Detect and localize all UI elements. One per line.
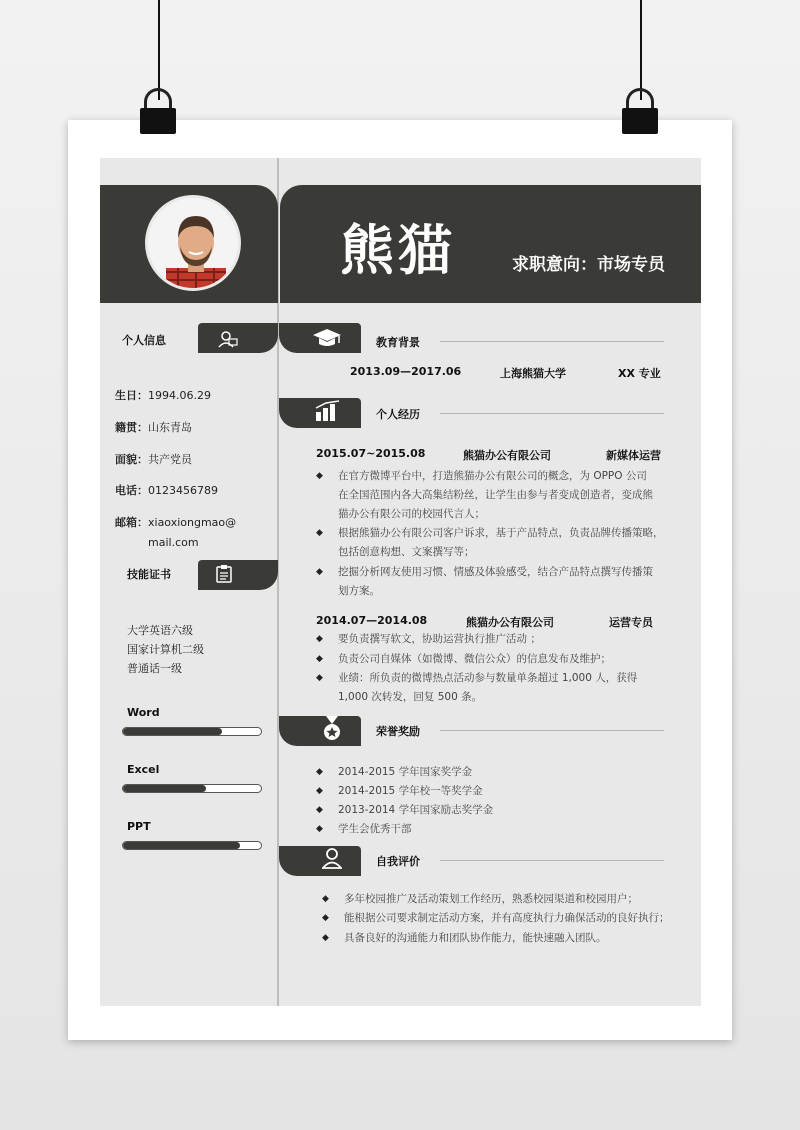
experience-title: 个人经历 bbox=[376, 408, 420, 421]
education-major: XX 专业 bbox=[618, 367, 661, 380]
self-eval-flag bbox=[279, 846, 361, 876]
clipboard-icon bbox=[216, 565, 232, 586]
list-item: ◆ 多年校园推广及活动策划工作经历，熟悉校园渠道和校园用户； bbox=[322, 893, 638, 905]
candidate-name: 熊猫 bbox=[340, 219, 456, 282]
education-school: 上海熊猫大学 bbox=[500, 367, 566, 380]
self-eval-rule bbox=[440, 860, 664, 861]
job-period: 2015.07~2015.08 bbox=[316, 447, 426, 460]
education-title: 教育背景 bbox=[376, 336, 420, 349]
skill-label-word: Word bbox=[127, 706, 160, 719]
job-role: 运营专员 bbox=[609, 616, 653, 629]
cert-flag bbox=[198, 560, 278, 590]
info-phone: 电话：0123456789 bbox=[115, 484, 218, 497]
medal-icon bbox=[322, 716, 342, 745]
cert-title: 技能证书 bbox=[127, 568, 171, 581]
list-item: ◆ 2014-2015 学年国家奖学金 bbox=[316, 766, 473, 778]
job-intent: 求职意向：市场专员 bbox=[512, 255, 665, 275]
personal-info-flag bbox=[198, 323, 278, 353]
bar-chart-icon bbox=[314, 400, 342, 425]
list-item: ◆ 业绩：所负责的微博热点活动参与数量单条超过 1,000 人，获得 1,000 次转发，回复 500 条。 bbox=[316, 672, 638, 703]
skill-label-excel: Excel bbox=[127, 763, 160, 776]
list-item: ◆ 2014-2015 学年校一等奖学金 bbox=[316, 785, 483, 797]
list-item: ◆ 学生会优秀干部 bbox=[316, 823, 412, 835]
self-eval-title: 自我评价 bbox=[376, 855, 420, 868]
list-item: ◆ 能根据公司要求制定活动方案，并有高度执行力确保活动的良好执行； bbox=[322, 912, 670, 924]
honors-rule bbox=[440, 730, 664, 731]
job-company: 熊猫办公有限公司 bbox=[466, 616, 554, 629]
graduation-cap-icon bbox=[312, 327, 342, 352]
personal-info-title: 个人信息 bbox=[122, 334, 166, 347]
experience-rule bbox=[440, 413, 664, 414]
list-item: ◆ 根据熊猫办公有限公司客户诉求，基于产品特点，负责品牌传播策略， 包括创意构想、文案撰写等； bbox=[316, 527, 664, 558]
binder-clip-right bbox=[620, 88, 660, 134]
skill-bar-ppt bbox=[122, 841, 262, 850]
info-hometown: 籍贯：山东青岛 bbox=[115, 421, 192, 434]
binder-clip-left bbox=[138, 88, 178, 134]
job-role: 新媒体运营 bbox=[606, 449, 661, 462]
list-item: ◆ 2013-2014 学年国家励志奖学金 bbox=[316, 804, 494, 816]
skill-bar-excel bbox=[122, 784, 262, 793]
cert-item: 大学英语六级 bbox=[127, 624, 193, 637]
education-period: 2013.09—2017.06 bbox=[350, 365, 462, 378]
honors-title: 荣誉奖励 bbox=[376, 725, 420, 738]
info-political: 面貌：共产党员 bbox=[115, 453, 192, 466]
person-icon bbox=[322, 847, 342, 872]
skill-bar-word bbox=[122, 727, 262, 736]
job-period: 2014.07—2014.08 bbox=[316, 614, 428, 627]
education-rule bbox=[440, 341, 664, 342]
info-birthday: 生日：1994.06.29 bbox=[115, 389, 211, 402]
avatar bbox=[145, 195, 241, 291]
skill-label-ppt: PPT bbox=[127, 820, 151, 833]
user-card-icon bbox=[218, 330, 238, 351]
list-item: ◆ 要负责撰写软文，协助运营执行推广活动 ； bbox=[316, 633, 541, 645]
cert-item: 国家计算机二级 bbox=[127, 643, 204, 656]
list-item: ◆ 具备良好的沟通能力和团队协作能力，能快速融入团队。 bbox=[322, 932, 607, 944]
honors-flag bbox=[279, 716, 361, 746]
info-email: 邮箱：xiaoxiongmao@ bbox=[115, 516, 237, 529]
list-item: ◆ 负责公司自媒体（如微博、微信公众）的信息发布及维护； bbox=[316, 653, 611, 665]
hanging-string-right bbox=[640, 0, 642, 100]
list-item: ◆ 挖掘分析网友使用习惯、情感及体验感受，结合产品特点撰写传播策 划方案。 bbox=[316, 566, 653, 597]
hanging-string-left bbox=[158, 0, 160, 100]
cert-item: 普通话一级 bbox=[127, 662, 182, 675]
job-company: 熊猫办公有限公司 bbox=[463, 449, 551, 462]
list-item: ◆ 在官方微博平台中，打造熊猫办公有限公司的概念，为 OPPO 公司 在全国范围内各大高集结粉丝，让学生由参与者变成创造者，变成熊 猫办公有限公司的校园代言人； bbox=[316, 470, 653, 520]
info-email-line2: mail.com bbox=[148, 536, 199, 549]
